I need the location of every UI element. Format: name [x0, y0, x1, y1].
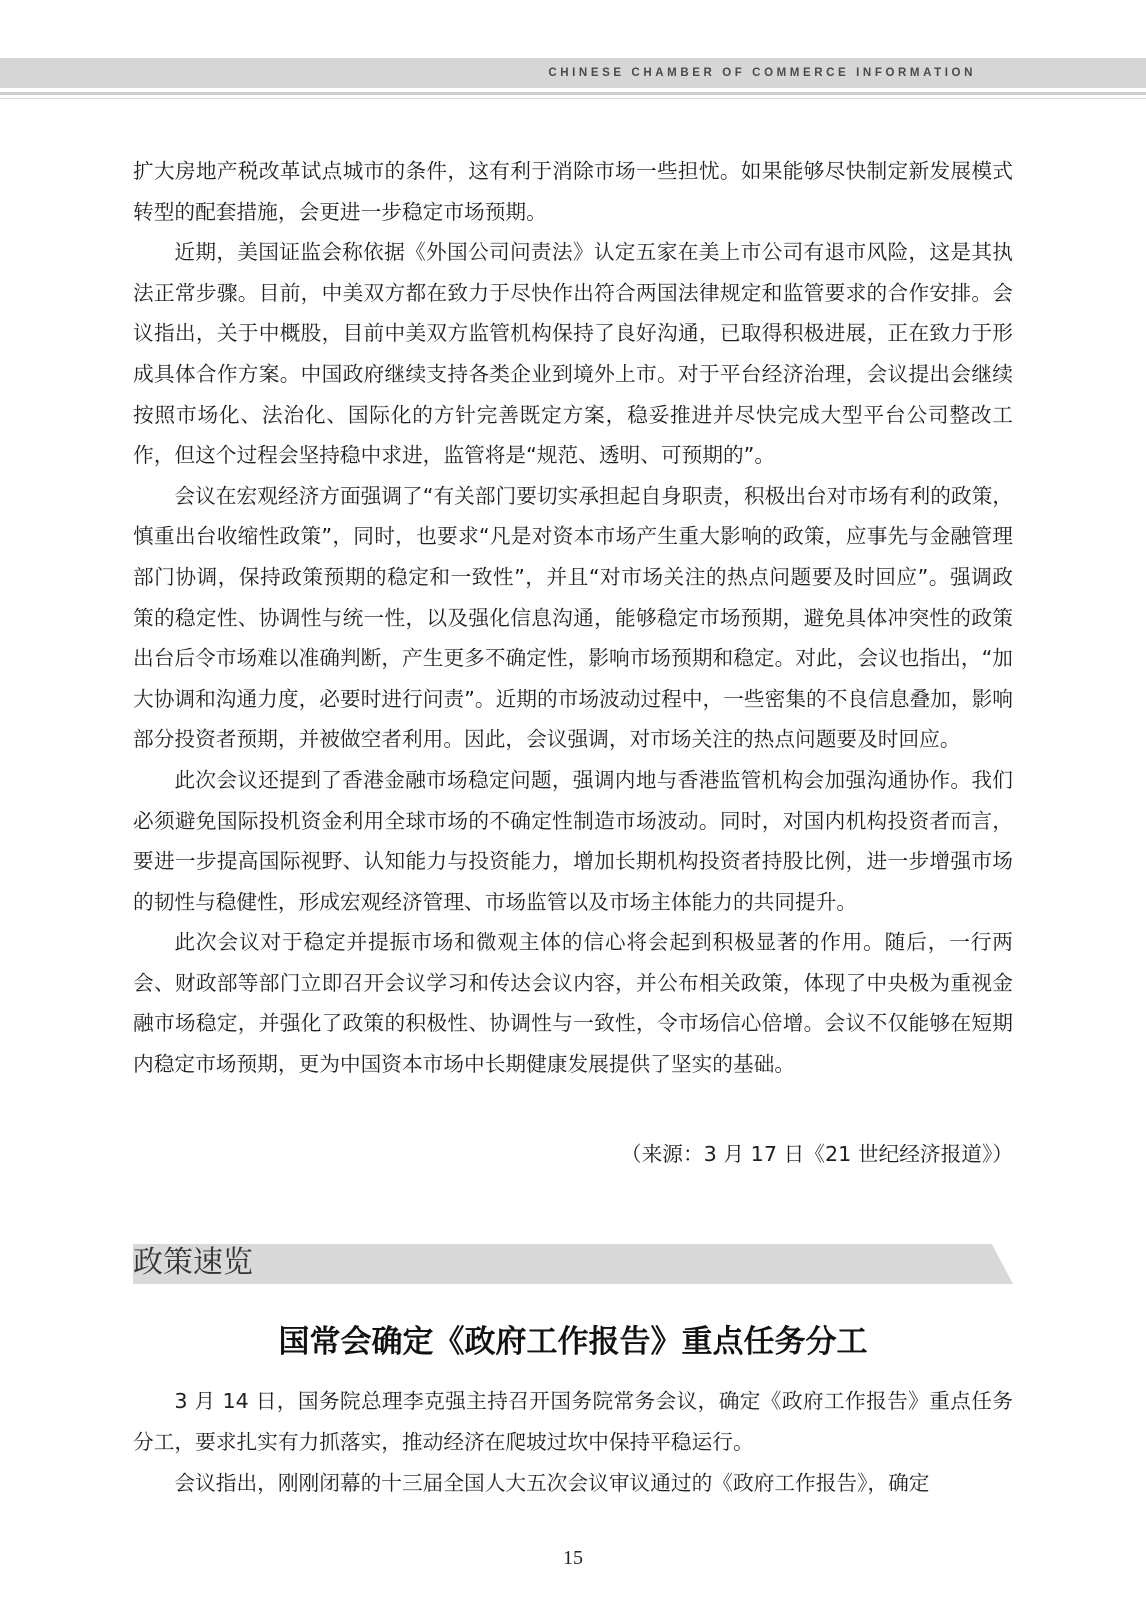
article-title: 国常会确定《政府工作报告》重点任务分工 — [278, 1324, 868, 1360]
header-rule — [0, 92, 1146, 95]
paragraph: 会议指出，刚刚闭幕的十三届全国人大五次会议审议通过的《政府工作报告》，确定 — [174, 1471, 930, 1495]
paragraph: 此次会议还提到了香港金融市场稳定问题，强调内地与香港监管机构会加强沟通协作。我们必须避免国际投机资金利用全球市场的不确定性制造市场波动。同时，对国内机构投资者而言，要进一步提高国际视野、认知能力与投资能力，增加长期机构投资者持股比例，进一步增强市场的韧性与稳健性，形成宏观经济管理、市场监管以及市场主体能力的共同提升。 — [133, 767, 1013, 914]
paragraph: 扩大房地产税改革试点城市的条件，这有利于消除市场一些担忧。如果能够尽快制定新发展模式转型的配套措施，会更进一步稳定市场预期。 — [133, 159, 1013, 224]
source-citation: （来源：3 月 17 日《21 世纪经济报道》） — [620, 1142, 1013, 1166]
paragraph: 此次会议对于稳定并提振市场和微观主体的信心将会起到积极显著的作用。随后，一行两会、财政部等部门立即召开会议学习和传达会议内容，并公布相关政策，体现了中央极为重视金融市场稳定，并强化了政策的积极性、协调性与一致性，令市场信心倍增。会议不仅能够在短期内稳定市场预期，更为中国资本市场中长期健康发展提供了坚实的基础。 — [133, 930, 1013, 1077]
paragraph: 3 月 14 日，国务院总理李克强主持召开国务院常务会议，确定《政府工作报告》重点任务分工，要求扎实有力抓落实，推动经济在爬坡过坎中保持平稳运行。 — [133, 1389, 1013, 1454]
paragraph: 会议在宏观经济方面强调了“有关部门要切实承担起自身职责，积极出台对市场有利的政策，慎重出台收缩性政策”，同时，也要求“凡是对资本市场产生重大影响的政策，应事先与金融管理部门协调，保持政策预期的稳定和一致性”，并且“对市场关注的热点问题要及时回应”。强调政策的稳定性、协调性与统一性，以及强化信息沟通，能够稳定市场预期，避免具体冲突性的政策出台后令市场难以准确判断，产生更多不确定性，影响市场预期和稳定。对此，会议也指出，“加大协调和沟通力度，必要时进行问责”。近期的市场波动过程中，一些密集的不良信息叠加，影响部分投资者预期，并被做空者利用。因此，会议强调，对市场关注的热点问题要及时回应。 — [133, 483, 1013, 752]
section-title: 政策速览 — [133, 1245, 253, 1280]
article-body — [133, 1381, 1013, 1504]
header-rule-thin — [0, 98, 1146, 99]
paragraph: 近期，美国证监会称依据《外国公司问责法》认定五家在美上市公司有退市风险，这是其执法正常步骤。目前，中美双方都在致力于尽快作出符合两国法律规定和监管要求的合作安排。会议指出，关于中概股，目前中美双方监管机构保持了良好沟通，已取得积极进展，正在致力于形成具体合作方案。中国政府继续支持各类企业到境外上市。对于平台经济治理，会议提出会继续按照市场化、法治化、国际化的方针完善既定方案，稳妥推进并尽快完成大型平台公司整改工作，但这个过程会坚持稳中求进，监管将是“规范、透明、可预期的”。 — [133, 240, 1013, 468]
page-number: 15 — [563, 1547, 583, 1569]
article-body-continued — [133, 151, 1013, 1085]
running-header: CHINESE CHAMBER OF COMMERCE INFORMATION — [548, 67, 976, 79]
section-header-bar — [133, 1244, 1013, 1284]
